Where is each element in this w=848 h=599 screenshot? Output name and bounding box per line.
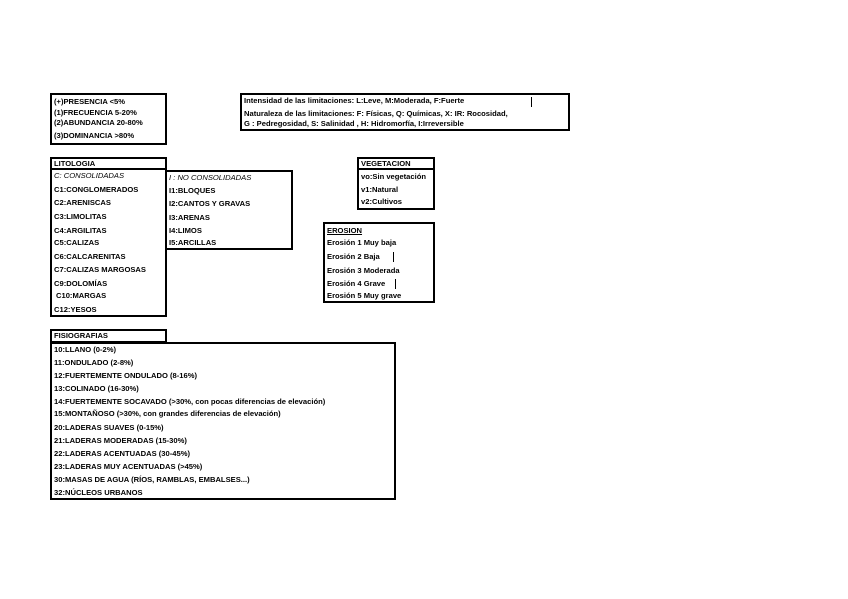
consolidated-item: C2:ARENISCAS xyxy=(54,198,111,207)
erosion-title: EROSION xyxy=(327,226,363,235)
abundance-legend-box xyxy=(50,93,167,145)
physiography-item: 30:MASAS DE AGUA (RÍOS, RAMBLAS, EMBALSES...) xyxy=(54,475,250,484)
divider-tick xyxy=(395,279,396,289)
divider-tick xyxy=(393,252,394,262)
limitations-nature-continued: G : Pedregosidad, S: Salinidad , H: Hidromorfía, I:Irreversible xyxy=(244,119,464,128)
limitations-box xyxy=(240,93,570,131)
physiography-item: 15:MONTAÑOSO (>30%, con grandes diferencias de elevación) xyxy=(54,409,281,418)
consolidated-item: C3:LIMOLITAS xyxy=(54,212,107,221)
physiography-item: 13:COLINADO (16-30%) xyxy=(54,384,139,393)
consolidated-item: C1:CONGLOMERADOS xyxy=(54,185,139,194)
fisiografias-header xyxy=(50,329,167,343)
consolidated-item: C7:CALIZAS MARGOSAS xyxy=(54,265,146,274)
unconsolidated-item: I3:ARENAS xyxy=(169,213,210,222)
erosion-item: Erosión 3 Moderada xyxy=(327,266,400,275)
physiography-item: 20:LADERAS SUAVES (0-15%) xyxy=(54,423,164,432)
litologia-title: LITOLOGIA xyxy=(54,159,96,168)
physiography-item: 22:LADERAS ACENTUADAS (30-45%) xyxy=(54,449,191,458)
vegetacion-title: VEGETACION xyxy=(361,159,411,168)
physiography-item: 23:LADERAS MUY ACENTUADAS (>45%) xyxy=(54,462,203,471)
physiography-item: 12:FUERTEMENTE ONDULADO (8-16%) xyxy=(54,371,198,380)
unconsolidated-item: I4:LIMOS xyxy=(169,226,202,235)
physiography-item: 14:FUERTEMENTE SOCAVADO (>30%, con pocas diferencias de elevación) xyxy=(54,397,326,406)
abundance-item: (3)DOMINANCIA >80% xyxy=(54,131,135,140)
consolidated-item: C6:CALCARENITAS xyxy=(54,252,126,261)
litologia-unconsolidated-box xyxy=(165,170,293,250)
physiography-item: 11:ONDULADO (2-8%) xyxy=(54,358,134,367)
limitations-nature: Naturaleza de las limitaciones: F: Físicas, Q: Químicas, X: IR: Rocosidad, xyxy=(244,109,508,118)
vegetacion-box xyxy=(357,168,435,210)
vegetation-item: vo:Sin vegetación xyxy=(361,172,426,181)
limitations-intensity: Intensidad de las limitaciones: L:Leve, M:Moderada, F:Fuerte xyxy=(244,96,465,105)
abundance-item: (1)FRECUENCIA 5-20% xyxy=(54,108,137,117)
consolidated-item: C9:DOLOMÍAS xyxy=(54,279,108,288)
erosion-item: Erosión 5 Muy grave xyxy=(327,291,402,300)
vegetation-item: v1:Natural xyxy=(361,185,399,194)
litologia-consolidated-box xyxy=(50,168,167,317)
vegetation-item: v2:Cultivos xyxy=(361,197,402,206)
consolidated-item: C4:ARGILITAS xyxy=(54,226,107,235)
unconsolidated-header: I : NO CONSOLIDADAS xyxy=(169,173,252,182)
erosion-item: Erosión 4 Grave xyxy=(327,279,386,288)
abundance-item: (2)ABUNDANCIA 20-80% xyxy=(54,118,143,127)
divider-tick xyxy=(531,97,532,107)
abundance-item: (+)PRESENCIA <5% xyxy=(54,97,126,106)
unconsolidated-item: I1:BLOQUES xyxy=(169,186,216,195)
fisiografias-box xyxy=(50,342,396,500)
unconsolidated-item: I2:CANTOS Y GRAVAS xyxy=(169,199,251,208)
erosion-box xyxy=(323,222,435,303)
physiography-item: 10:LLANO (0-2%) xyxy=(54,345,117,354)
fisiografias-title: FISIOGRAFIAS xyxy=(54,331,109,340)
physiography-item: 32:NÚCLEOS URBANOS xyxy=(54,488,143,497)
consolidated-item: C12:YESOS xyxy=(54,305,97,314)
consolidated-item: C10:MARGAS xyxy=(56,291,107,300)
physiography-item: 21:LADERAS MODERADAS (15-30%) xyxy=(54,436,187,445)
unconsolidated-item: I5:ARCILLAS xyxy=(169,238,217,247)
consolidated-header: C: CONSOLIDADAS xyxy=(54,171,125,180)
consolidated-item: C5:CALIZAS xyxy=(54,238,100,247)
erosion-item: Erosión 1 Muy baja xyxy=(327,238,397,247)
erosion-item: Erosión 2 Baja xyxy=(327,252,380,261)
